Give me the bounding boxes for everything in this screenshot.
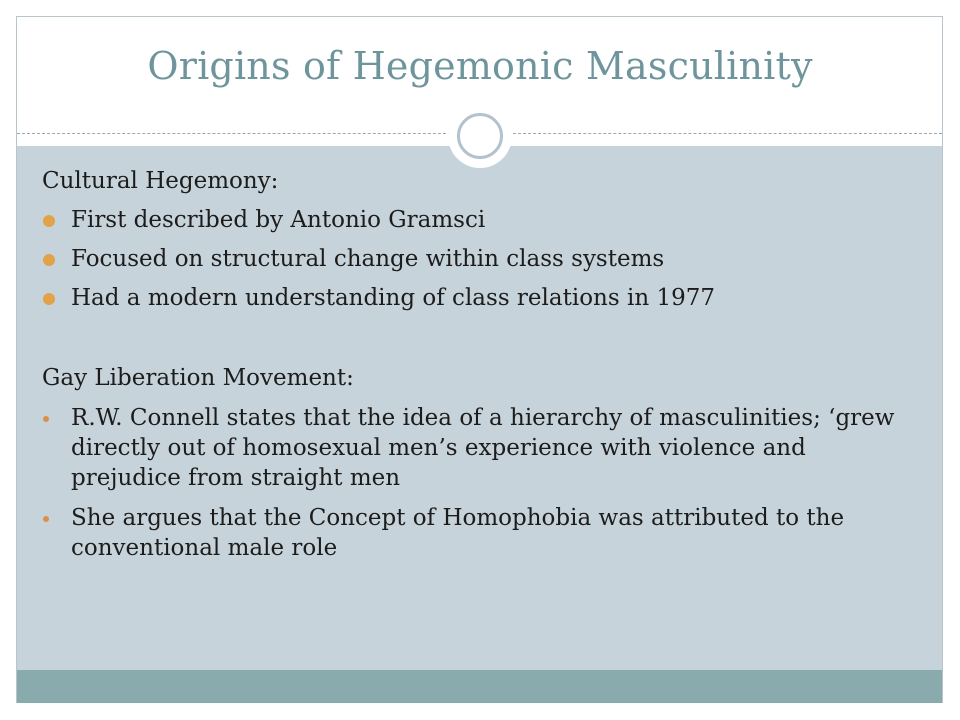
bullet-list-gay-liberation — [42, 403, 922, 563]
footer-bar — [17, 670, 942, 703]
section-heading-gay-liberation: Gay Liberation Movement: — [42, 365, 354, 391]
slide-body — [42, 166, 922, 563]
bullet-item: First described by Antonio Gramsci — [42, 205, 922, 235]
bullet-item: She argues that the Concept of Homophobia was attributed to the conventional male role — [42, 503, 922, 563]
bullet-list-cultural-hegemony — [42, 205, 922, 313]
slide-title: Origins of Hegemonic Masculinity — [147, 44, 813, 88]
bullet-item: Had a modern understanding of class relations in 1977 — [42, 283, 922, 313]
circle-ring-icon — [457, 113, 503, 159]
bullet-item: R.W. Connell states that the idea of a hierarchy of masculinities; ‘grew directly out of homosexual men’s experience with violence and prejudice from straight men — [42, 403, 922, 493]
bullet-item: Focused on structural change within class systems — [42, 244, 922, 274]
section-heading-cultural-hegemony: Cultural Hegemony: — [42, 168, 279, 194]
